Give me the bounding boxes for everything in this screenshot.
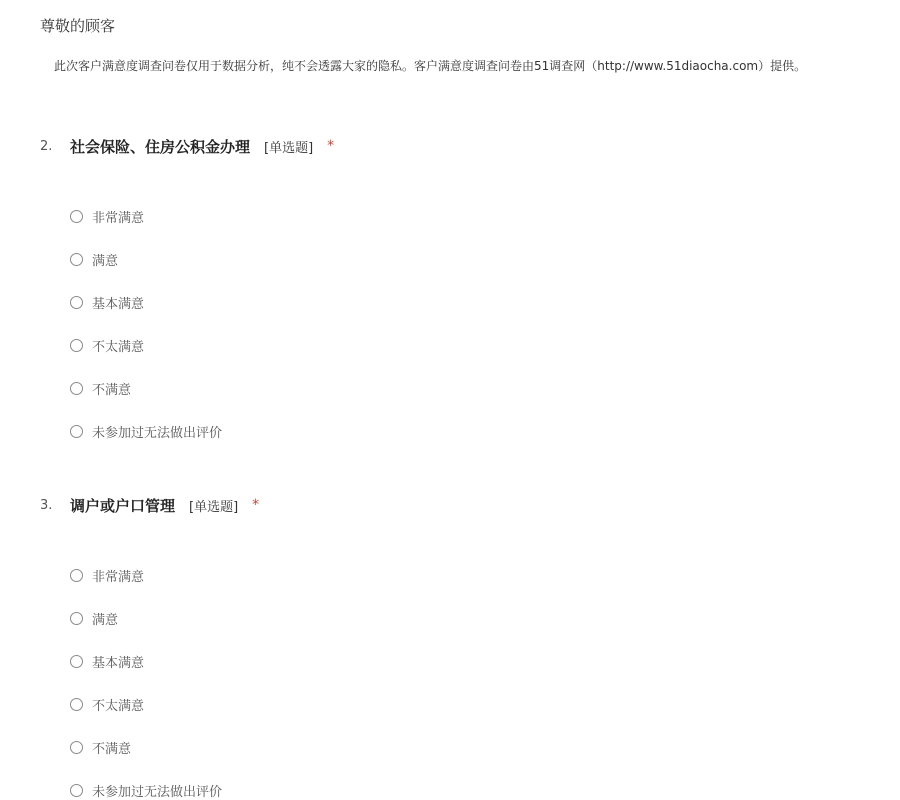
option-label: 未参加过无法做出评价 xyxy=(92,784,223,800)
required-asterisk: * xyxy=(252,497,260,513)
radio-button[interactable] xyxy=(70,253,83,266)
radio-button[interactable] xyxy=(70,612,83,625)
radio-button[interactable] xyxy=(70,339,83,352)
question-number: 2. xyxy=(40,138,53,154)
option-very-satisfied[interactable] xyxy=(70,565,144,585)
question-type-label: [单选题] xyxy=(264,140,314,156)
radio-button[interactable] xyxy=(70,784,83,797)
option-label: 不满意 xyxy=(92,741,132,757)
question-title: 社会保险、住房公积金办理 xyxy=(70,137,251,156)
option-basically-satisfied[interactable] xyxy=(70,292,144,312)
question-title: 调户或户口管理 xyxy=(70,496,176,515)
option-label: 基本满意 xyxy=(92,655,145,671)
option-dissatisfied[interactable] xyxy=(70,737,131,757)
survey-intro-text: 此次客户满意度调查问卷仅用于数据分析，纯不会透露大家的隐私。客户满意度调查问卷由51调查网（http://www.51diaocha.com）提供。 xyxy=(54,59,807,73)
option-satisfied[interactable] xyxy=(70,608,118,628)
radio-button[interactable] xyxy=(70,425,83,438)
option-not-very-satisfied[interactable] xyxy=(70,335,144,355)
option-very-satisfied[interactable] xyxy=(70,206,144,226)
option-label: 非常满意 xyxy=(92,210,145,226)
option-label: 未参加过无法做出评价 xyxy=(92,425,223,441)
option-dissatisfied[interactable] xyxy=(70,378,131,398)
option-label: 不太满意 xyxy=(92,339,145,355)
radio-button[interactable] xyxy=(70,382,83,395)
question-header xyxy=(40,493,259,517)
option-label: 基本满意 xyxy=(92,296,145,312)
option-not-applicable[interactable] xyxy=(70,780,222,800)
radio-button[interactable] xyxy=(70,569,83,582)
option-basically-satisfied[interactable] xyxy=(70,651,144,671)
question-number: 3. xyxy=(40,497,53,513)
required-asterisk: * xyxy=(327,138,335,154)
option-satisfied[interactable] xyxy=(70,249,118,269)
option-not-very-satisfied[interactable] xyxy=(70,694,144,714)
option-label: 不满意 xyxy=(92,382,132,398)
option-label: 非常满意 xyxy=(92,569,145,585)
question-header xyxy=(40,134,334,158)
greeting-heading: 尊敬的顾客 xyxy=(40,17,116,35)
radio-button[interactable] xyxy=(70,655,83,668)
radio-button[interactable] xyxy=(70,741,83,754)
radio-button[interactable] xyxy=(70,296,83,309)
option-label: 不太满意 xyxy=(92,698,145,714)
radio-button[interactable] xyxy=(70,698,83,711)
option-label: 满意 xyxy=(92,253,119,269)
radio-button[interactable] xyxy=(70,210,83,223)
option-label: 满意 xyxy=(92,612,119,628)
question-type-label: [单选题] xyxy=(189,499,239,515)
option-not-applicable[interactable] xyxy=(70,421,222,441)
